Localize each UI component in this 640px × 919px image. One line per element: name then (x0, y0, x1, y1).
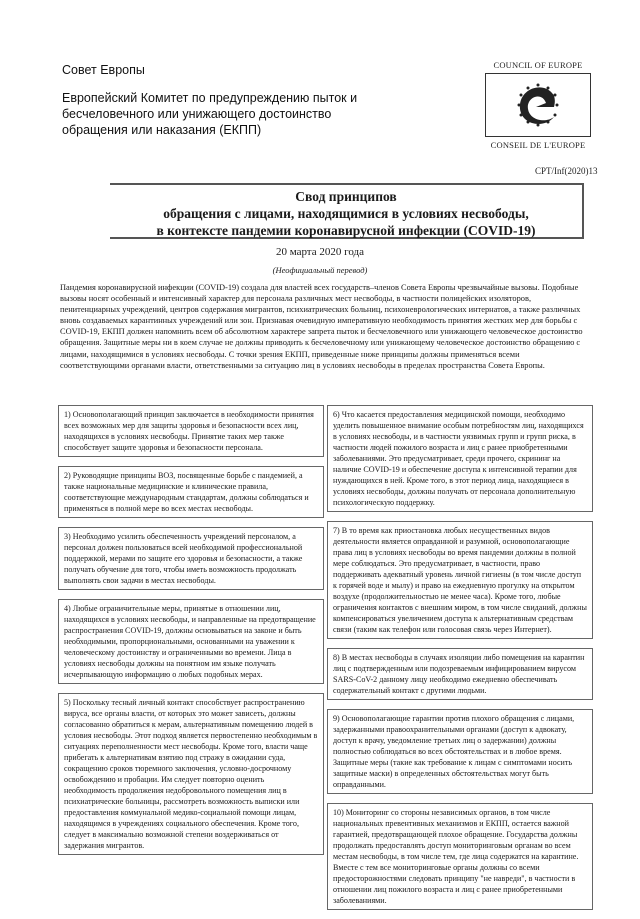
introduction-paragraph: Пандемия коронавирусной инфекции (COVID-19) создала для властей всех государств–членов Совета Европы чрезвычайные вызовы. Подобные вызовы носят особенный и интенсивный характер для персонала различных мест несвободы, в частности полицейских изоляторов, пенитенциарных учреждений, центров содержания мигрантов, психиатрических больниц, психоневрологических интернатов, а также различных вновь создаваемых карантинных учреждений или зон. Признавая очевидную императивную необходимость принятия жестких мер для борьбы с COVID-19, ЕКПП должен напомнить всем об абсолютном характере запрета пыток и бесчеловечного или унижающего человеческое достоинство обращения. Защитные меры ни в коем случае не должны приводить к бесчеловечному или унижающему человеческое достоинство обращению с лицами, находящимися в условиях несвободы. С точки зрения ЕКПП, приведенные ниже принципы должны применяться всеми соответствующими органами власти, ответственными за ситуацию лиц в условиях несвободы в пределах пространства Совета Европы. (60, 283, 583, 370)
document-reference: CPT/Inf(2020)13 (535, 166, 598, 176)
committee-name: Европейский Комитет по предупреждению пыток и бесчеловечного или унижающего достоинство обращения или наказания (ЕКПП) (62, 91, 358, 137)
organization-header (62, 62, 362, 138)
principle-box-4: 4) Любые ограничительные меры, принятые в отношении лиц, находящихся в условиях несвободы, и направленные на предотвращение распространения COVID-19, должны основываться на законе и быть необходимыми, пропорциональными, основанными на уважении к человеческому достоинству и ограниченными во времени. Лица в условиях несвободы должны на понятном им языке получать исчерпывающую информацию о любых подобных мерах. (58, 599, 324, 684)
principle-box-8: 8) В местах несвободы в случаях изоляции либо помещения на карантин лиц с подтвержденным или подозреваемым инфицированием вирусом SARS-CoV-2 данному лицу необходимо ежедневно обеспечивать содержательный контакт с другими людьми. (327, 648, 593, 700)
title-box (110, 183, 584, 239)
document-date: 20 марта 2020 года (275, 246, 365, 258)
principle-box-3: 3) Необходимо усилить обеспеченность учреждений персоналом, а персонал должен пользоваться всей необходимой профессиональной поддержкой, мерами по защите его здоровья и безопасности, а также получать обучение для того, чтобы иметь возможность продолжать выполнять свои задачи в местах несвободы. (58, 527, 324, 590)
title-line-2: обращения с лицами, находящимися в условиях несвободы, (163, 206, 529, 221)
translation-note: (Неофициальный перевод) (272, 265, 368, 275)
council-of-europe-logo (483, 60, 593, 150)
principles-right-column (327, 405, 593, 919)
principle-box-10: 10) Мониторинг со стороны независимых органов, в том числе национальных превентивных механизмов и ЕКПП, остается важной гарантией, предотвращающей плохое обращение. Государства должны продолжать предоставлять доступ мониторинговым органам во всем местам несвободы, в том числе тем, где лица содержатся на карантине. Вместе с тем все мониторинговые органы должны со всеми предосторожностями следовать принципу "не навреди", в частности в отношении лиц пожилого возраста и лиц с ранее приобретенными заболеваниями. (327, 803, 593, 910)
principles-left-column (58, 405, 324, 864)
principle-box-9: 9) Основополагающие гарантии против плохого обращения с лицами, задержанными правоохранительными органами (доступ к адвокату, доступ к врачу, уведомление третьих лиц о задержании) должны полностью соблюдаться во всех обстоятельствах и в любое время. Защитные меры (такие как требование к лицам с симптомами носить защитные маски) в определенных обстоятельствах могут быть оправданными. (327, 709, 593, 794)
title-line-3: в контексте пандемии коронавирусной инфекции (COVID-19) (156, 223, 536, 238)
org-name: Совет Европы (62, 63, 145, 77)
principle-box-6: 6) Что касается предоставления медицинской помощи, необходимо уделить повышенное внимание особым потребностям лиц, находящихся в условиях несвободы, и в частности уязвимых групп и групп риска, в частности людей пожилого возраста и лиц с ранее приобретенными заболеваниями. Это предусматривает, среди прочего, скрининг на наличие COVID-19 и обеспечение доступа к интенсивной терапии для нуждающихся в ней. Кроме того, в этот период лица, находящиеся в условиях несвободы, должны получать от персонала дополнительную психологическую поддержку. (327, 405, 593, 512)
logo-caption-en: COUNCIL OF EUROPE (493, 60, 583, 70)
principle-box-1: 1) Основополагающий принцип заключается в необходимости принятия всех возможных мер для защиты здоровья и безопасности всех лиц, находящихся в условиях несвободы. Принятие таких мер также способствует защите здоровья и безопасности персонала. (58, 405, 324, 457)
stars-c-emblem-icon (512, 79, 564, 131)
title-line-1: Свод принципов (295, 189, 397, 204)
logo-frame (485, 73, 591, 137)
principle-box-7: 7) В то время как приостановка любых несущественных видов деятельности является оправданной и разумной, основополагающие права лиц в условиях несвободы во время пандемии должны в полной мере соблюдаться. Это предусматривает, в частности, право поддерживать адекватный уровень личной гигиены (в том числе доступ к горячей воде и мылу) и право на ежедневную прогулку на открытом воздухе (продолжительностью не менее часа). Кроме того, любые ограничения контактов с внешним миром, в том числе свиданий, должны компенсироваться увеличением доступа к альтернативным средствам связи (таким как телефон или голосовая связь через Интернет). (327, 521, 593, 639)
logo-caption-fr: CONSEIL DE L'EUROPE (490, 140, 586, 150)
principle-box-5: 5) Поскольку тесный личный контакт способствует распространению вируса, все органы власти, от которых это может зависеть, должны согласованно обратиться к мерам, альтернативным помещению людей в условия несвободы. Этот подход является первостепенно необходимым в ситуациях переполненности мест несвободы. Кроме того, власти чаще прибегать к альтернативам взятию под стражу в ожидании суда, сокращению сроков тюремного заключения, условно-досрочному освобождению и пробации. Им следует повторно оценить необходимость продолжения недобровольного помещения лиц в психиатрические больницы, рассмотреть возможность выписки или предоставления коммунальной медико-социальной помощи лицам, находящимся в учреждениях социального обеспечения. Кроме того, следует в максимально возможной степени воздерживаться от задержания мигрантов. (58, 693, 324, 855)
principle-box-2: 2) Руководящие принципы ВОЗ, посвященные борьбе с пандемией, а также национальные медицинские и клинические правила, соответствующие международным стандартам, должны соблюдаться и применяться в полной мере во всех местах несвободы. (58, 466, 324, 518)
